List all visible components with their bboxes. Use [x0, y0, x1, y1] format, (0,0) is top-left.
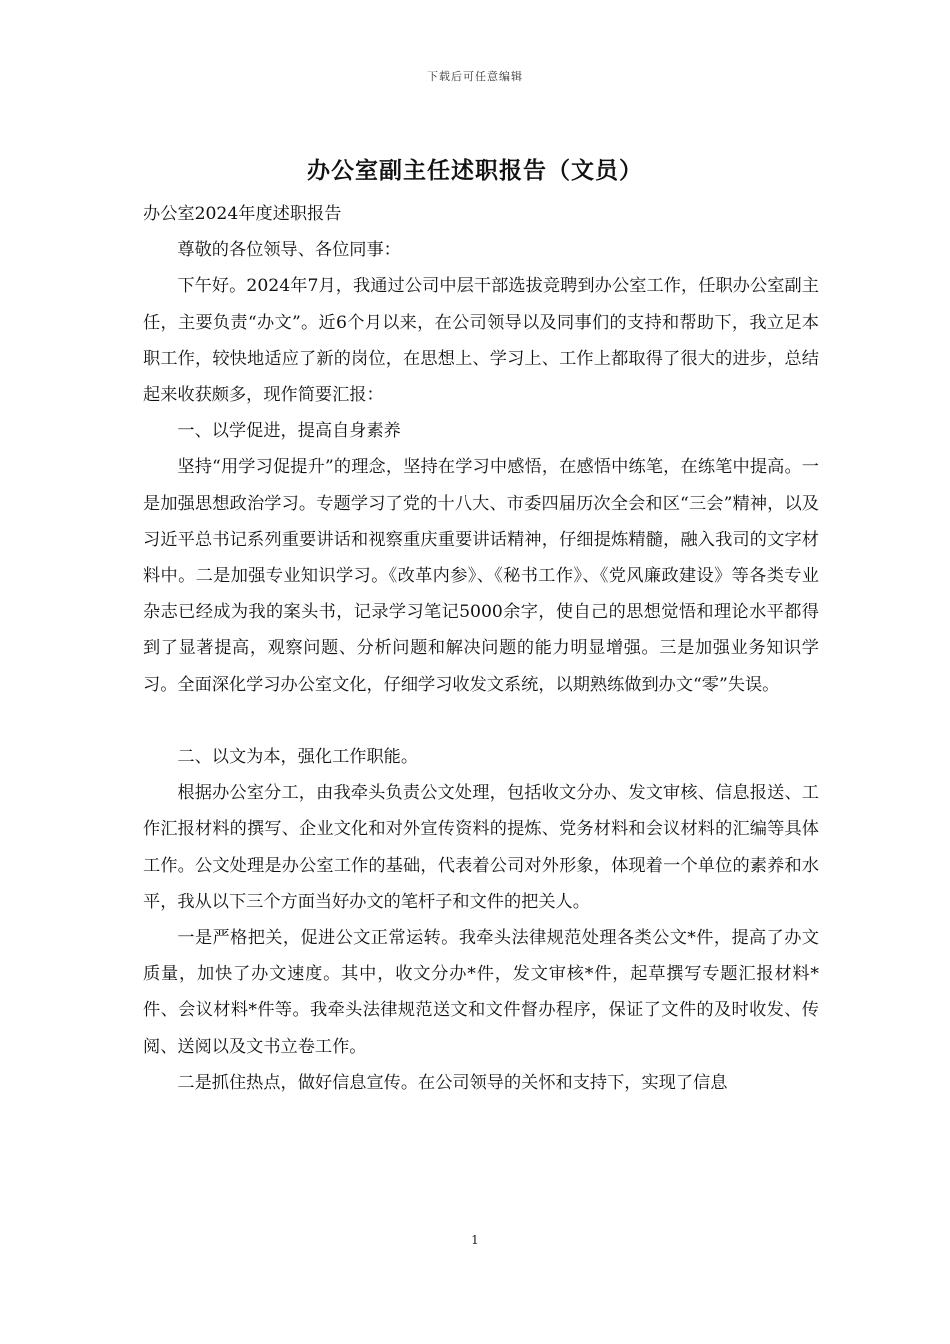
item-2-paragraph: 二是抓住热点，做好信息宣传。在公司领导的关怀和支持下，实现了信息 — [177, 1072, 728, 1093]
page-number: 1 — [471, 1233, 479, 1247]
section-heading-1: 一、以学促进，提高自身素养 — [177, 421, 401, 442]
section-2-paragraph: 根据办公室分工，由我牵头负责公文处理，包括收文分办、发文审核、信息报送、工作汇报材料的撰写、企业文化和对外宣传资料的提炼、党务材料和会议材料的汇编等具体工作。公文处理是办公室工作的基础，代表着公司对外形象，体现着一个单位的素养和水平，我从以下三个方面当好办文的笔杆子和文件的把关人。 — [143, 783, 819, 912]
header-note: 下载后可任意编辑 — [427, 70, 523, 83]
item-1-paragraph: 一是严格把关，促进公文正常运转。我牵头法律规范处理各类公文*件，提高了办文质量，加快了办文速度。其中，收文分办*件，发文审核*件，起草撰写专题汇报材料*件、会议材料*件等。我牵头法律规范送文和文件督办程序，保证了文件的及时收发、传阅、送阅以及文书立卷工作。 — [143, 928, 819, 1057]
document-body — [143, 196, 819, 1101]
section-1-paragraph: 坚持“用学习促提升”的理念，坚持在学习中感悟，在感悟中练笔，在练笔中提高。一是加强思想政治学习。专题学习了党的十八大、市委四届历次全会和区“三会”精神，以及习近平总书记系列重要讲话和视察重庆重要讲话精神，仔细提炼精髓，融入我司的文字材料中。二是加强专业知识学习。《改革内参》、《秘书工作》、《党风廉政建设》等各类专业杂志已经成为我的案头书，记录学习笔记5000余字，使自己的思想觉悟和理论水平都得到了显著提高，观察问题、分析问题和解决问题的能力明显增强。三是加强业务知识学习。全面深化学习办公室文化，仔细学习收发文系统，以期熟练做到办文“零”失误。 — [143, 457, 819, 695]
salutation-paragraph: 尊敬的各位领导、各位同事： — [177, 240, 401, 261]
intro-paragraph: 下午好。2024年7月，我通过公司中层干部选拔竞聘到办公室工作，任职办公室副主任，主要负责“办文”。近6个月以来，在公司领导以及同事们的支持和帮助下，我立足本职工作，较快地适应了新的岗位，在思想上、学习上、工作上都取得了很大的进步，总结起来收获颇多，现作简要汇报： — [143, 276, 819, 406]
subtitle-paragraph: 办公室2024年度述职报告 — [143, 204, 342, 224]
blank-line — [143, 703, 819, 739]
section-heading-2: 二、以文为本，强化工作职能。 — [177, 747, 419, 768]
document-title: 办公室副主任述职报告（文员） — [307, 157, 643, 184]
